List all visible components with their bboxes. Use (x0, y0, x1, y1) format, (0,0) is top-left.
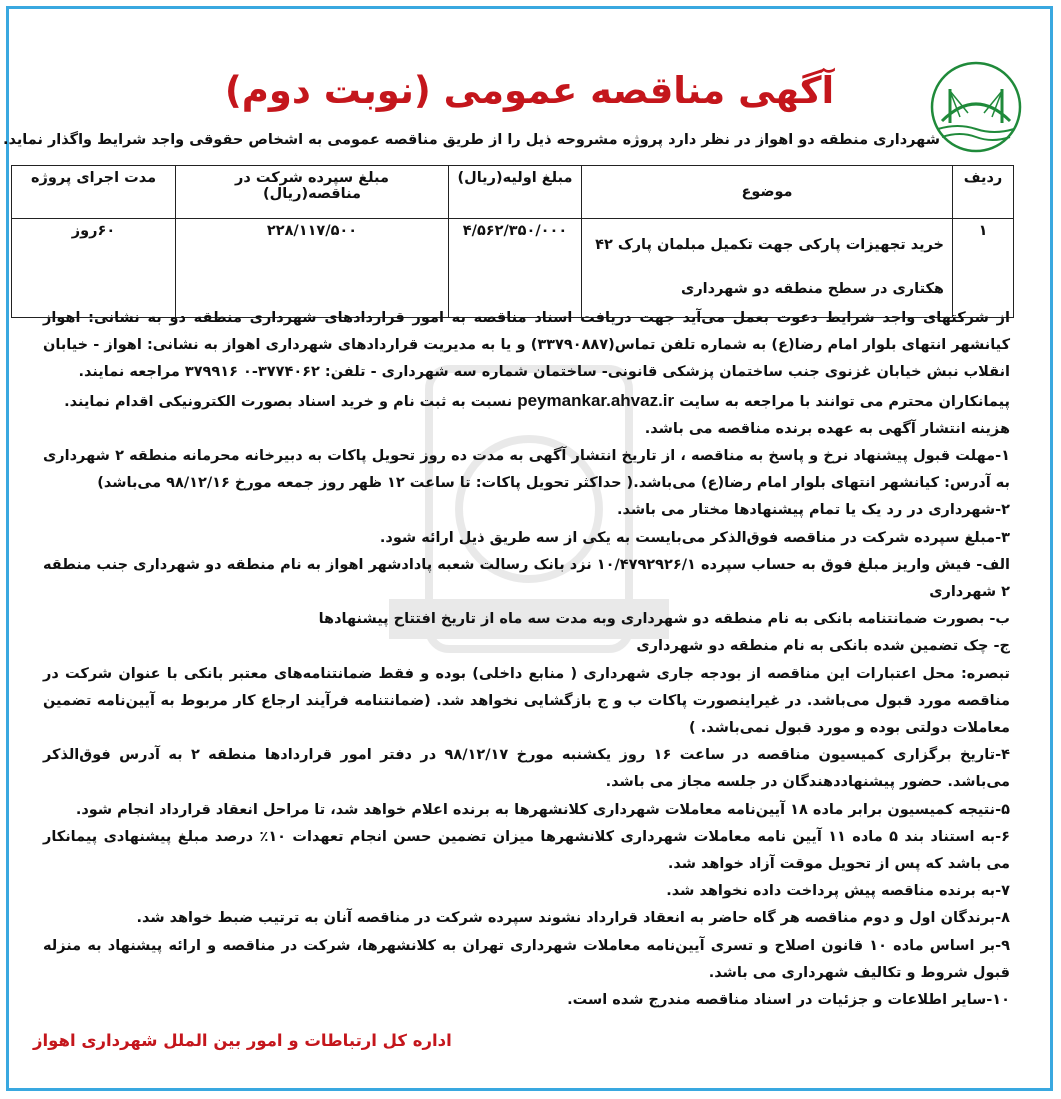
notice-body (43, 305, 1010, 1014)
item-3: ۳-مبلغ سپرده شرکت در مناقصه فوق‌الذکر می‌بایست به یکی از سه طریق ذیل ارائه شود. (379, 529, 1010, 546)
signature: اداره کل ارتباطات و امور بین الملل شهرداری اهواز (33, 1031, 452, 1050)
site-pre-text: پیمانکاران محترم می توانند با مراجعه به سایت (679, 393, 1010, 410)
item-8: ۸-برندگان اول و دوم مناقصه هر گاه حاضر به انعقاد قرارداد نشوند سپرده شرکت در مناقصه آنان به ترتیب ضبط خواهد شد. (136, 910, 1010, 927)
item-7: ۷-به برنده مناقصه پیش پرداخت داده نخواهد شد. (666, 883, 1010, 900)
cost-paragraph: هزینه انتشار آگهی به عهده برنده مناقصه می باشد. (644, 420, 1010, 437)
item-3b: ب- بصورت ضمانتنامه بانکی به نام منطقه دو شهرداری وبه مدت سه ماه از تاریخ افتتاح پیشنهادها (318, 611, 1010, 628)
note-paragraph: تبصره: محل اعتبارات این مناقصه از بودجه جاری شهرداری ( منابع داخلی) بوده و فقط ضمانتنامه‌های معتبر بانکی با عنوان شرکت در مناقصه مورد قبول می‌باشد. در غیراینصورت پاکات ب و ج بازگشایی نخواهد شد. (ضمانتنامه فرآیند ارجاع کار مربوط به آیین‌نامه تضمین معاملات دولتی بوده و مورد قبول نمی‌باشد. ) (43, 665, 1010, 737)
cell-initial-amount: ۴/۵۶۲/۳۵۰/۰۰۰ (449, 219, 582, 318)
item-1: ۱-مهلت قبول پیشنهاد نرخ و پاسخ به مناقصه ، از تاریخ انتشار آگهی به مدت ده روز تحویل پاکات به دبیرخانه محرمانه منطقه ۲ شهرداری به آدرس: کیانشهر انتهای بلوار امام رضا(ع) می‌باشد.( حداکثر تحویل پاکات: تا ساعت ۱۲ ظهر روز جمعه مورخ ۹۸/۱۲/۱۶ می‌باشد) (43, 448, 1010, 492)
notice-intro: شهرداری منطقه دو اهواز در نظر دارد پروژه مشروحه ذیل را از طریق مناقصه عمومی به اشخاص حقوقی واجد شرایط واگذار نماید. (2, 132, 940, 148)
item-4: ۴-تاریخ برگزاری کمیسیون مناقصه در ساعت ۱۶ روز یکشنبه مورخ ۹۸/۱۲/۱۷ در دفتر امور قراردادها منطقه ۲ به آدرس فوق‌الذکر می‌باشد. حضور پیشنهاددهندگان در جلسه مجاز می باشد. (43, 747, 1010, 791)
site-url-link[interactable]: peymankar.ahvaz.ir (517, 390, 675, 410)
table-row (12, 219, 1014, 318)
header-initial-amount: مبلغ اولیه(ریال) (449, 166, 582, 219)
project-table (11, 165, 1014, 318)
header-deposit: مبلغ سپرده شرکت در مناقصه(ریال) (176, 166, 449, 219)
item-10: ۱۰-سایر اطلاعات و جزئیات در اسناد مناقصه مندرج شده است. (567, 992, 1010, 1009)
notice-title: آگهی مناقصه عمومی (نوبت دوم) (224, 69, 835, 112)
cell-duration: ۶۰روز (12, 219, 176, 318)
item-9: ۹-بر اساس ماده ۱۰ قانون اصلاح و تسری آیین‌نامه معاملات شهرداری تهران به کلانشهرها، شرکت در مناقصه و ارائه پیشنهاد به منزله قبول شروط و تکالیف شهرداری می باشد. (43, 937, 1011, 981)
site-paragraph (43, 387, 1010, 416)
cell-deposit: ۲۲۸/۱۱۷/۵۰۰ (176, 219, 449, 318)
table-header-row (12, 166, 1014, 219)
cell-subject: خرید تجهیزات پارکی جهت تکمیل مبلمان پارک ۴۲ هکتاری در سطح منطقه دو شهرداری (582, 219, 953, 318)
item-6: ۶-به استناد بند ۵ ماده ۱۱ آیین نامه معاملات شهرداری کلانشهرها میزان تضمین حسن انجام تعهدات ۱۰٪ درصد مبلغ پیشنهادی پیمانکار می باشد که پس از تحویل موقت آزاد خواهد شد. (43, 828, 1010, 873)
header-duration: مدت اجرای پروژه (12, 166, 176, 219)
site-post-text: نسبت به ثبت نام و خرید اسناد بصورت الکترونیکی اقدام نمایند. (64, 393, 513, 410)
item-2: ۲-شهرداری در رد یک یا تمام پیشنهادها مختار می باشد. (616, 502, 1010, 519)
item-5: ۵-نتیجه کمیسیون برابر ماده ۱۸ آیین‌نامه معاملات شهرداری کلانشهرها به برنده اعلام خواهد شد، تا مراحل انعقاد قرارداد انجام شود. (75, 801, 1010, 818)
invite-paragraph: از شرکتهای واجد شرایط دعوت بعمل می‌آید جهت دریافت اسناد مناقصه به امور قراردادهای شهرداری منطقه دو به نشانی: اهواز کیانشهر انتهای بلوار امام رضا(ع) به شماره تلفن تماس(۳۳۷۹۰۸۸۷) و یا به مدیریت قراردادهای شهرداری اهواز به نشانی: اهواز - خیابان انقلاب نبش خیابان غزنوی جنب ساختمان پزشکی قانونی- ساختمان شماره سه شهرداری - تلفن: ۳۷۷۴۰۶۲-۰ ۳۷۹۹۱۶ مراجعه نمایند. (43, 310, 1010, 381)
header-subject: موضوع (582, 166, 953, 219)
municipality-logo-icon (928, 59, 1024, 155)
tender-notice (2, 6, 1053, 1091)
cell-row-number: ۱ (953, 219, 1014, 318)
header-row-number: ردیف (953, 166, 1014, 219)
item-3c: ج- چک تضمین شده بانکی به نام منطقه دو شهرداری (636, 638, 1010, 655)
item-3a: الف- فیش واریز مبلغ فوق به حساب سپرده ۱۰/۴۷۹۲۹۲۶/۱ نزد بانک رسالت شعبه پادادشهر اهواز به نام منطقه دو شهرداری جنب منطقه ۲ شهرداری (43, 556, 1011, 601)
